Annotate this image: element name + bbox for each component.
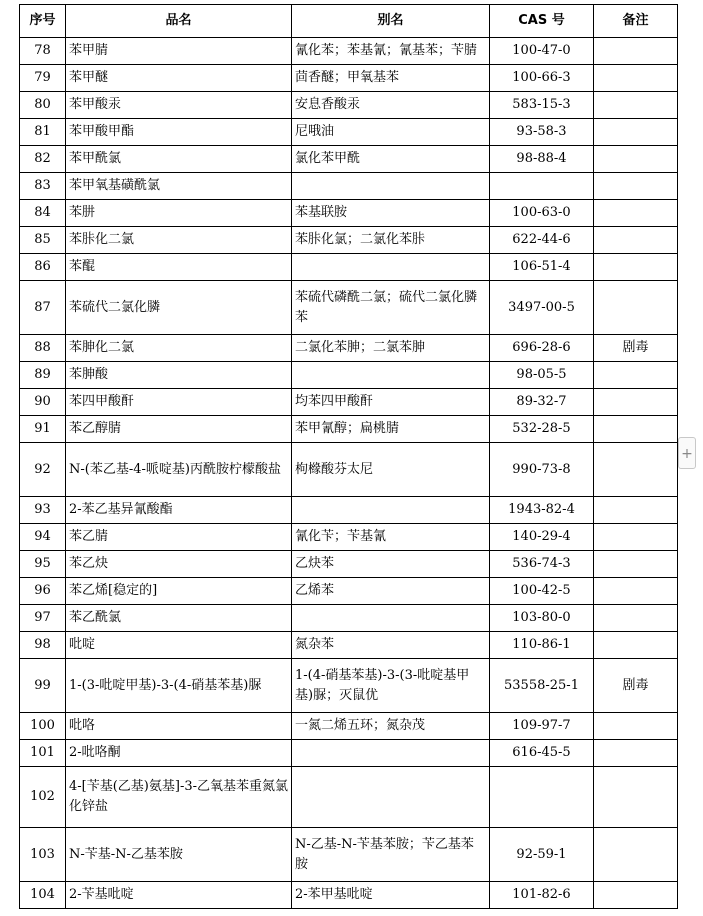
row-cas: 616-45-5 xyxy=(490,740,594,767)
row-name: 苯甲氧基磺酰氯 xyxy=(66,173,292,200)
row-alias xyxy=(292,254,490,281)
row-alias: 均苯四甲酸酐 xyxy=(292,389,490,416)
row-note xyxy=(594,551,678,578)
row-note xyxy=(594,443,678,497)
row-name: N-苄基-N-乙基苯胺 xyxy=(66,828,292,882)
row-number: 91 xyxy=(20,416,66,443)
row-name: 苯胂化二氯 xyxy=(66,335,292,362)
row-cas: 622-44-6 xyxy=(490,227,594,254)
header-note: 备注 xyxy=(594,5,678,38)
row-alias: 苯胩化氯；二氯化苯胩 xyxy=(292,227,490,254)
row-alias: 氰化苯；苯基氰；氰基苯；苄腈 xyxy=(292,38,490,65)
header-name: 品名 xyxy=(66,5,292,38)
row-note xyxy=(594,416,678,443)
row-note xyxy=(594,173,678,200)
row-note xyxy=(594,632,678,659)
table-row xyxy=(20,632,678,659)
row-cas: 109-97-7 xyxy=(490,713,594,740)
table-row xyxy=(20,119,678,146)
row-cas: 140-29-4 xyxy=(490,524,594,551)
row-number: 86 xyxy=(20,254,66,281)
table-row xyxy=(20,551,678,578)
row-cas xyxy=(490,173,594,200)
row-cas: 98-88-4 xyxy=(490,146,594,173)
row-name: 苯胂酸 xyxy=(66,362,292,389)
row-alias: 氯化苯甲酰 xyxy=(292,146,490,173)
row-note xyxy=(594,713,678,740)
row-name: 2-苯乙基异氰酸酯 xyxy=(66,497,292,524)
table-row xyxy=(20,605,678,632)
row-cas: 101-82-6 xyxy=(490,882,594,909)
row-number: 87 xyxy=(20,281,66,335)
table-row xyxy=(20,659,678,713)
row-alias: 枸橼酸芬太尼 xyxy=(292,443,490,497)
row-number: 79 xyxy=(20,65,66,92)
row-alias: 乙烯苯 xyxy=(292,578,490,605)
row-name: 吡啶 xyxy=(66,632,292,659)
plus-icon[interactable]: + xyxy=(678,437,696,469)
table-row xyxy=(20,828,678,882)
row-cas: 696-28-6 xyxy=(490,335,594,362)
row-number: 80 xyxy=(20,92,66,119)
chemical-table xyxy=(19,4,678,909)
row-note xyxy=(594,767,678,828)
row-number: 85 xyxy=(20,227,66,254)
row-alias: 2-苯甲基吡啶 xyxy=(292,882,490,909)
row-cas: 1943-82-4 xyxy=(490,497,594,524)
table-row xyxy=(20,416,678,443)
row-alias: 一氮二烯五环；氮杂茂 xyxy=(292,713,490,740)
row-note xyxy=(594,254,678,281)
row-name: 苯乙烯[稳定的] xyxy=(66,578,292,605)
table-row xyxy=(20,227,678,254)
table-row xyxy=(20,281,678,335)
header-no: 序号 xyxy=(20,5,66,38)
row-name: 吡咯 xyxy=(66,713,292,740)
row-number: 97 xyxy=(20,605,66,632)
row-note xyxy=(594,227,678,254)
row-cas: 100-42-5 xyxy=(490,578,594,605)
table-row xyxy=(20,740,678,767)
row-number: 99 xyxy=(20,659,66,713)
row-cas: 89-32-7 xyxy=(490,389,594,416)
table-row xyxy=(20,443,678,497)
table-row xyxy=(20,524,678,551)
row-cas: 103-80-0 xyxy=(490,605,594,632)
row-name: 1-(3-吡啶甲基)-3-(4-硝基苯基)脲 xyxy=(66,659,292,713)
row-note xyxy=(594,497,678,524)
row-cas: 106-51-4 xyxy=(490,254,594,281)
table-row xyxy=(20,362,678,389)
table-row xyxy=(20,335,678,362)
row-number: 96 xyxy=(20,578,66,605)
table-row xyxy=(20,497,678,524)
row-cas: 110-86-1 xyxy=(490,632,594,659)
table-header-row xyxy=(20,5,678,38)
row-alias: 二氯化苯胂；二氯苯胂 xyxy=(292,335,490,362)
table-row xyxy=(20,146,678,173)
table-row xyxy=(20,578,678,605)
row-name: 苯甲醚 xyxy=(66,65,292,92)
row-note xyxy=(594,200,678,227)
row-note xyxy=(594,828,678,882)
row-alias: 尼哦油 xyxy=(292,119,490,146)
header-cas: CAS 号 xyxy=(490,5,594,38)
row-alias xyxy=(292,740,490,767)
table-row xyxy=(20,173,678,200)
row-name: 苯乙酰氯 xyxy=(66,605,292,632)
table-row xyxy=(20,713,678,740)
table-row xyxy=(20,389,678,416)
row-number: 94 xyxy=(20,524,66,551)
row-note xyxy=(594,389,678,416)
row-number: 100 xyxy=(20,713,66,740)
row-name: 苯甲腈 xyxy=(66,38,292,65)
row-alias: 氰化苄；苄基氰 xyxy=(292,524,490,551)
row-number: 89 xyxy=(20,362,66,389)
table-row xyxy=(20,65,678,92)
row-note: 剧毒 xyxy=(594,335,678,362)
row-alias: 氮杂苯 xyxy=(292,632,490,659)
row-cas: 100-47-0 xyxy=(490,38,594,65)
row-name: 2-苄基吡啶 xyxy=(66,882,292,909)
row-note xyxy=(594,740,678,767)
row-number: 92 xyxy=(20,443,66,497)
row-alias: 苯基联胺 xyxy=(292,200,490,227)
row-cas: 98-05-5 xyxy=(490,362,594,389)
row-cas: 92-59-1 xyxy=(490,828,594,882)
row-name: 苯乙炔 xyxy=(66,551,292,578)
row-number: 98 xyxy=(20,632,66,659)
row-name: 苯四甲酸酐 xyxy=(66,389,292,416)
row-name: 苯肼 xyxy=(66,200,292,227)
row-cas xyxy=(490,767,594,828)
row-alias xyxy=(292,605,490,632)
table-row xyxy=(20,882,678,909)
table-row xyxy=(20,254,678,281)
row-cas: 100-66-3 xyxy=(490,65,594,92)
row-name: 苯甲酸甲酯 xyxy=(66,119,292,146)
row-cas: 583-15-3 xyxy=(490,92,594,119)
row-name: 苯乙腈 xyxy=(66,524,292,551)
row-name: 苯胩化二氯 xyxy=(66,227,292,254)
row-name: N-(苯乙基-4-哌啶基)丙酰胺柠檬酸盐 xyxy=(66,443,292,497)
row-note xyxy=(594,65,678,92)
table-row xyxy=(20,38,678,65)
row-name: 苯乙醇腈 xyxy=(66,416,292,443)
row-alias: 乙炔苯 xyxy=(292,551,490,578)
table-row xyxy=(20,200,678,227)
row-note xyxy=(594,146,678,173)
row-number: 81 xyxy=(20,119,66,146)
row-alias xyxy=(292,362,490,389)
row-number: 95 xyxy=(20,551,66,578)
row-number: 84 xyxy=(20,200,66,227)
row-cas: 53558-25-1 xyxy=(490,659,594,713)
row-number: 102 xyxy=(20,767,66,828)
row-alias: 1-(4-硝基苯基)-3-(3-吡啶基甲基)脲；灭鼠优 xyxy=(292,659,490,713)
row-number: 104 xyxy=(20,882,66,909)
row-number: 90 xyxy=(20,389,66,416)
row-number: 82 xyxy=(20,146,66,173)
row-name: 苯甲酰氯 xyxy=(66,146,292,173)
row-note xyxy=(594,119,678,146)
row-note xyxy=(594,882,678,909)
row-cas: 990-73-8 xyxy=(490,443,594,497)
row-number: 103 xyxy=(20,828,66,882)
row-note xyxy=(594,38,678,65)
row-alias xyxy=(292,767,490,828)
row-alias xyxy=(292,173,490,200)
row-alias xyxy=(292,497,490,524)
table-row xyxy=(20,767,678,828)
row-number: 93 xyxy=(20,497,66,524)
row-name: 苯甲酸汞 xyxy=(66,92,292,119)
row-name: 2-吡咯酮 xyxy=(66,740,292,767)
row-name: 4-[苄基(乙基)氨基]-3-乙氧基苯重氮氯化锌盐 xyxy=(66,767,292,828)
row-alias: 安息香酸汞 xyxy=(292,92,490,119)
table-row xyxy=(20,92,678,119)
row-alias: 茴香醚；甲氧基苯 xyxy=(292,65,490,92)
row-number: 83 xyxy=(20,173,66,200)
row-number: 88 xyxy=(20,335,66,362)
row-note xyxy=(594,92,678,119)
row-alias: 苯甲氰醇；扁桃腈 xyxy=(292,416,490,443)
row-note xyxy=(594,578,678,605)
row-alias: 苯硫代磷酰二氯；硫代二氯化膦苯 xyxy=(292,281,490,335)
row-cas: 100-63-0 xyxy=(490,200,594,227)
header-alias: 别名 xyxy=(292,5,490,38)
row-note xyxy=(594,281,678,335)
row-number: 78 xyxy=(20,38,66,65)
row-name: 苯硫代二氯化膦 xyxy=(66,281,292,335)
row-number: 101 xyxy=(20,740,66,767)
row-alias: N-乙基-N-苄基苯胺；苄乙基苯胺 xyxy=(292,828,490,882)
row-cas: 536-74-3 xyxy=(490,551,594,578)
row-note xyxy=(594,605,678,632)
row-cas: 93-58-3 xyxy=(490,119,594,146)
row-cas: 3497-00-5 xyxy=(490,281,594,335)
row-note: 剧毒 xyxy=(594,659,678,713)
row-cas: 532-28-5 xyxy=(490,416,594,443)
row-note xyxy=(594,362,678,389)
row-note xyxy=(594,524,678,551)
row-name: 苯醌 xyxy=(66,254,292,281)
